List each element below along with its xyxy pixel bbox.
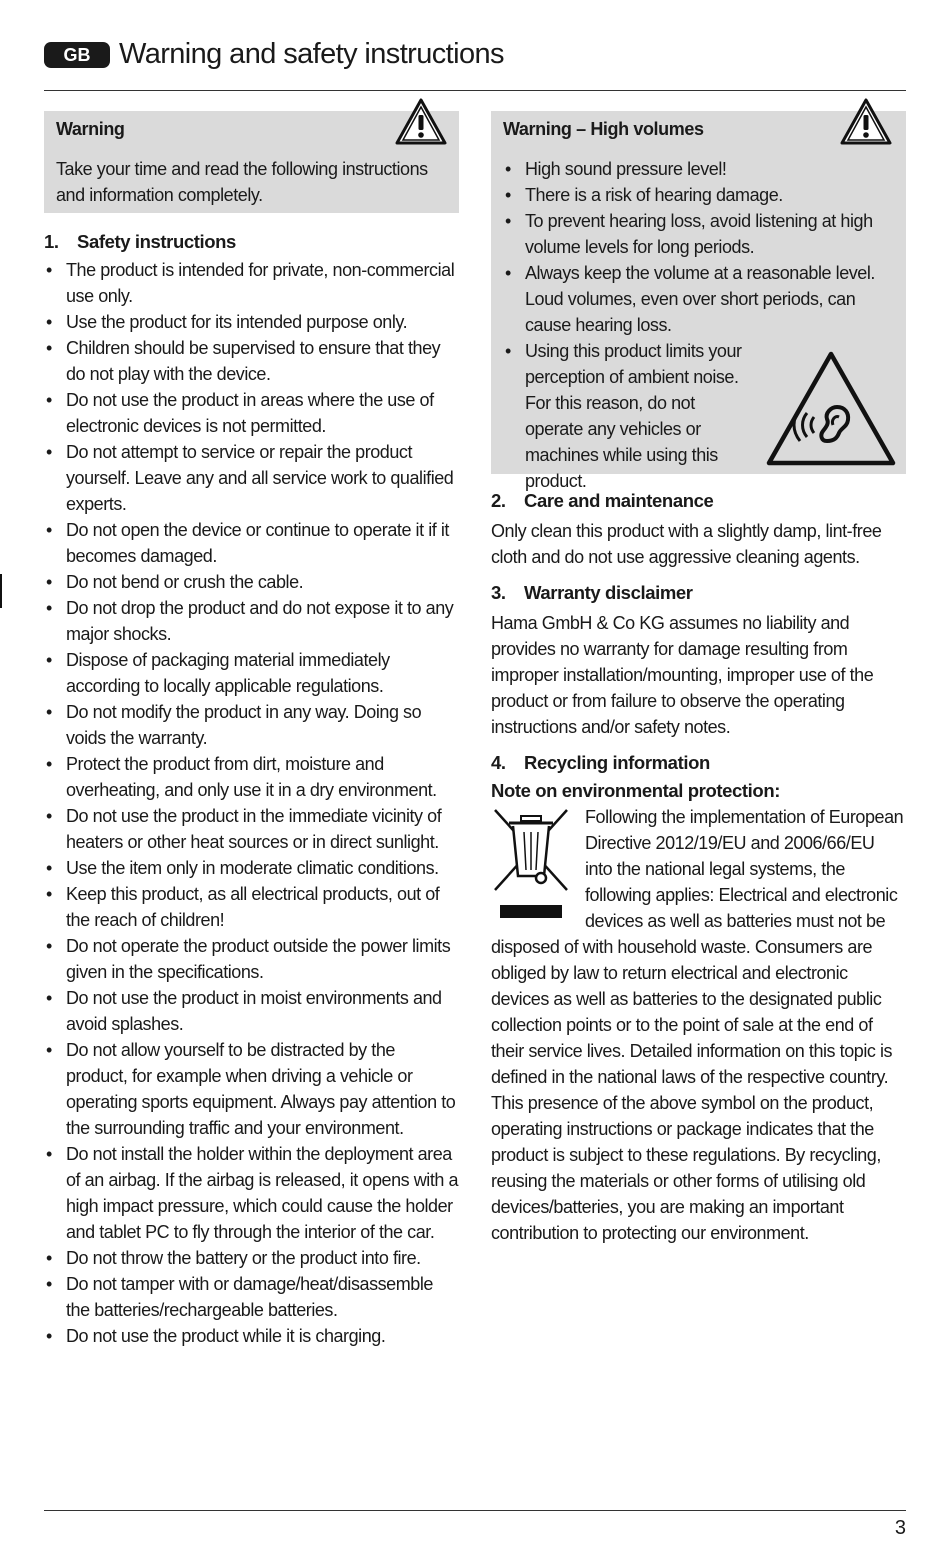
right-column — [491, 111, 906, 1246]
section-title: Warranty disclaimer — [524, 582, 693, 603]
warning-title: Warning — [56, 119, 125, 139]
list-item: • Do not use the product in the immediate vicinity of heaters or other heat sources or in direct sunlight. — [44, 803, 459, 855]
list-item: • Always keep the volume at a reasonable level. Loud volumes, even over short periods, can cause hearing loss. — [503, 260, 893, 338]
hearing-hazard-icon — [765, 349, 897, 469]
warning-box — [44, 111, 459, 213]
list-item: • High sound pressure level! — [503, 156, 893, 182]
volume-warning-box — [491, 111, 906, 491]
safety-list — [44, 257, 459, 1349]
section-title: Recycling information — [524, 752, 710, 773]
warning-text: Take your time and read the following instructions and information completely. — [56, 159, 428, 205]
list-item: • Children should be supervised to ensure that they do not play with the device. — [44, 335, 459, 387]
warning-triangle-icon — [394, 97, 448, 147]
page-title: Warning and safety instructions — [119, 38, 504, 70]
edge-mark — [0, 574, 2, 608]
warning-triangle-icon — [839, 97, 893, 147]
warranty-text: Hama GmbH & Co KG assumes no liability and provides no warranty for damage resulting from improper installation/mounting, improper use of the product or from failure to observe the operating instructions and/or safety notes. — [491, 613, 874, 737]
crossed-bin-icon — [491, 808, 571, 918]
list-item: • Do not drop the product and do not expose it to any major shocks. — [44, 595, 459, 647]
recycling-block — [491, 804, 906, 1246]
list-item: • Do not use the product in moist environments and avoid splashes. — [44, 985, 459, 1037]
list-item: • Do not operate the product outside the power limits given in the specifications. — [44, 933, 459, 985]
list-item: • Do not throw the battery or the product into fire. — [44, 1245, 459, 1271]
warranty-heading — [491, 582, 906, 604]
section-title: Care and maintenance — [524, 490, 714, 511]
list-item: • Dispose of packaging material immediately according to locally applicable regulations. — [44, 647, 459, 699]
list-item: • To prevent hearing loss, avoid listening at high volume levels for long periods. — [503, 208, 893, 260]
list-item: • Use the item only in moderate climatic conditions. — [44, 855, 459, 881]
language-badge: GB — [44, 42, 110, 68]
left-column — [44, 111, 459, 1349]
list-item: • Do not allow yourself to be distracted by the product, for example when driving a vehicle or operating sports equipment. Always pay attention to the surrounding traffic and your environment. — [44, 1037, 459, 1141]
list-item: • Do not attempt to service or repair the product yourself. Leave any and all service work to qualified experts. — [44, 439, 459, 517]
page-number: 3 — [894, 1517, 906, 1539]
volume-warning-title: Warning – High volumes — [503, 119, 704, 139]
list-item: • There is a risk of hearing damage. — [503, 182, 893, 208]
recycling-text: Following the implementation of European Directive 2012/19/EU and 2006/66/EU into the national legal systems, the following applies: Electrical and electronic devices as well as batteries must not be disposed of with household waste. Consumers are obliged by law to return electrical and electronic devices as well as batteries to the designated public collection points or to the point of sale at the end of their service lives. Detailed information on this topic is defined in the national laws of the respective country. This presence of the above symbol on the product, operating instructions or package indicates that the product is subject to these regulations. By recycling, reusing the materials or other forms of utilising old devices/batteries, you are making an important contribution to protecting our environment. — [491, 807, 904, 1243]
list-item: • Use the product for its intended purpose only. — [44, 309, 459, 335]
list-item: • Keep this product, as all electrical products, out of the reach of children! — [44, 881, 459, 933]
section-number: 1. — [44, 231, 59, 252]
care-text: Only clean this product with a slightly damp, lint-free cloth and do not use aggressive cleaning agents. — [491, 521, 882, 567]
section-number: 3. — [491, 582, 506, 603]
footer-rule — [44, 1510, 906, 1511]
list-item: • Using this product limits your perception of ambient noise. For this reason, do not operate any vehicles or machines while using this product. — [503, 338, 743, 494]
recycling-heading — [491, 752, 906, 774]
section-title: Safety instructions — [77, 231, 236, 252]
list-item: • Do not bend or crush the cable. — [44, 569, 459, 595]
list-item: • Do not use the product while it is charging. — [44, 1323, 459, 1349]
list-item: • Protect the product from dirt, moisture and overheating, and only use it in a dry environment. — [44, 751, 459, 803]
list-item: • Do not install the holder within the deployment area of an airbag. If the airbag is released, it opens with a high impact pressure, which could cause the holder and tablet PC to fly through the interior of the car. — [44, 1141, 459, 1245]
section-number: 2. — [491, 490, 506, 511]
list-item: • Do not use the product in areas where the use of electronic devices is not permitted. — [44, 387, 459, 439]
section-number: 4. — [491, 752, 506, 773]
safety-heading — [44, 231, 459, 253]
list-item: • Do not tamper with or damage/heat/disassemble the batteries/rechargeable batteries. — [44, 1271, 459, 1323]
list-item: • Do not modify the product in any way. Doing so voids the warranty. — [44, 699, 459, 751]
page-header — [44, 38, 906, 91]
list-item: • The product is intended for private, non-commercial use only. — [44, 257, 459, 309]
recycling-subtitle: Note on environmental protection: — [491, 780, 780, 801]
list-item: • Do not open the device or continue to operate it if it becomes damaged. — [44, 517, 459, 569]
